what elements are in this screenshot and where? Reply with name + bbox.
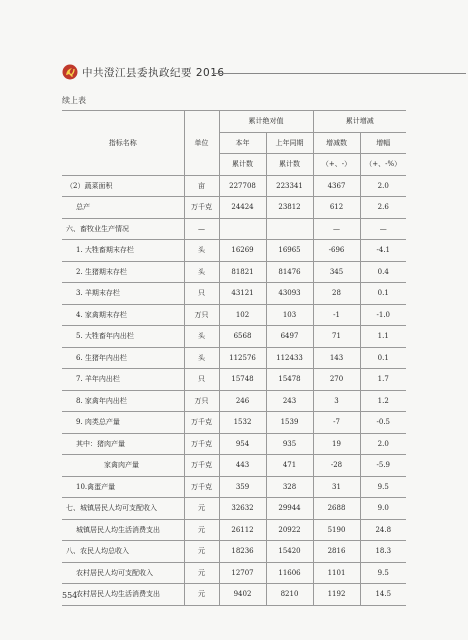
- row-current: 43121: [219, 283, 266, 305]
- header-rule: [212, 73, 466, 74]
- row-rate: 18.3: [360, 541, 406, 563]
- table-row: [62, 541, 406, 563]
- table-row: [62, 498, 406, 520]
- running-header: [62, 64, 406, 82]
- row-current: [219, 218, 266, 240]
- row-prev: 81476: [266, 261, 313, 283]
- table-row: [62, 347, 406, 369]
- row-current: 9402: [219, 584, 266, 606]
- row-current: 102: [219, 304, 266, 326]
- row-prev: 29944: [266, 498, 313, 520]
- col-header-current: 本年: [219, 132, 266, 154]
- row-current: 15748: [219, 369, 266, 391]
- row-prev: 23812: [266, 197, 313, 219]
- continued-label: 续上表: [62, 96, 86, 105]
- table-row: [62, 197, 406, 219]
- row-change: 270: [313, 369, 360, 391]
- header-title: 中共澄江县委执政纪要 2016: [82, 67, 225, 79]
- row-change: 28: [313, 283, 360, 305]
- row-change: 2816: [313, 541, 360, 563]
- row-unit: 元: [184, 498, 219, 520]
- row-rate: 1.1: [360, 326, 406, 348]
- row-name: 9. 肉类总产量: [62, 412, 184, 434]
- row-change: 19: [313, 433, 360, 455]
- row-current: 81821: [219, 261, 266, 283]
- sub-header-prev: 累计数: [266, 154, 313, 176]
- row-prev: 11606: [266, 562, 313, 584]
- row-unit: 元: [184, 584, 219, 606]
- row-change: 1192: [313, 584, 360, 606]
- table-row: [62, 240, 406, 262]
- row-name: 八、农民人均总收入: [62, 541, 184, 563]
- table-row: [62, 584, 406, 606]
- row-unit: 亩: [184, 175, 219, 197]
- row-change: 71: [313, 326, 360, 348]
- row-change: 345: [313, 261, 360, 283]
- row-prev: 6497: [266, 326, 313, 348]
- row-name: 2. 生猪期末存栏: [62, 261, 184, 283]
- row-prev: 328: [266, 476, 313, 498]
- row-change: -28: [313, 455, 360, 477]
- row-prev: 20922: [266, 519, 313, 541]
- table-row: [62, 476, 406, 498]
- row-unit: 万千克: [184, 412, 219, 434]
- table-row: [62, 412, 406, 434]
- page-number: 554: [62, 591, 78, 600]
- row-name: 总产: [62, 197, 184, 219]
- row-rate: 2.0: [360, 175, 406, 197]
- table-row: [62, 519, 406, 541]
- row-change: 3: [313, 390, 360, 412]
- row-name: （2）蔬菜面积: [62, 175, 184, 197]
- row-current: 359: [219, 476, 266, 498]
- row-change: 31: [313, 476, 360, 498]
- row-prev: 1539: [266, 412, 313, 434]
- row-prev: 471: [266, 455, 313, 477]
- row-name: 10.禽蛋产量: [62, 476, 184, 498]
- row-unit: —: [184, 218, 219, 240]
- row-current: 1532: [219, 412, 266, 434]
- row-unit: 万千克: [184, 476, 219, 498]
- row-name: 5. 大牲畜年内出栏: [62, 326, 184, 348]
- table-row: [62, 455, 406, 477]
- row-rate: 9.5: [360, 476, 406, 498]
- group-header-absolute: 累计绝对值: [219, 111, 313, 133]
- row-name: 1. 大牲畜期末存栏: [62, 240, 184, 262]
- row-current: 32632: [219, 498, 266, 520]
- row-change: 2688: [313, 498, 360, 520]
- sub-header-current: 累计数: [219, 154, 266, 176]
- row-prev: 103: [266, 304, 313, 326]
- row-current: 12707: [219, 562, 266, 584]
- row-rate: 24.8: [360, 519, 406, 541]
- row-change: 1101: [313, 562, 360, 584]
- row-current: 227708: [219, 175, 266, 197]
- row-unit: 只: [184, 283, 219, 305]
- row-rate: —: [360, 218, 406, 240]
- row-current: 246: [219, 390, 266, 412]
- row-prev: 243: [266, 390, 313, 412]
- row-prev: 223341: [266, 175, 313, 197]
- row-prev: 112433: [266, 347, 313, 369]
- table-row: [62, 283, 406, 305]
- row-change: 4367: [313, 175, 360, 197]
- row-prev: 935: [266, 433, 313, 455]
- col-header-rate: 增幅: [360, 132, 406, 154]
- row-unit: 万千克: [184, 455, 219, 477]
- group-header-growth: 累计增减: [313, 111, 406, 133]
- table-row: [62, 390, 406, 412]
- row-name: 七、城镇居民人均可支配收入: [62, 498, 184, 520]
- row-change: -696: [313, 240, 360, 262]
- row-unit: 元: [184, 519, 219, 541]
- col-header-unit: 单位: [184, 111, 219, 176]
- table-row: [62, 304, 406, 326]
- row-unit: 万千克: [184, 433, 219, 455]
- row-current: 443: [219, 455, 266, 477]
- row-name: 六、畜牧业生产情况: [62, 218, 184, 240]
- row-rate: 9.5: [360, 562, 406, 584]
- row-current: 954: [219, 433, 266, 455]
- sub-header-rate: （+、-%）: [360, 154, 406, 176]
- row-rate: 1.2: [360, 390, 406, 412]
- row-current: 16269: [219, 240, 266, 262]
- row-prev: [266, 218, 313, 240]
- row-current: 24424: [219, 197, 266, 219]
- row-prev: 16965: [266, 240, 313, 262]
- row-unit: 万千克: [184, 197, 219, 219]
- row-rate: -4.1: [360, 240, 406, 262]
- row-prev: 15478: [266, 369, 313, 391]
- row-rate: 0.4: [360, 261, 406, 283]
- row-rate: 2.6: [360, 197, 406, 219]
- row-change: 143: [313, 347, 360, 369]
- row-name: 7. 羊年内出栏: [62, 369, 184, 391]
- row-change: -7: [313, 412, 360, 434]
- row-change: 5190: [313, 519, 360, 541]
- table-row: [62, 369, 406, 391]
- party-emblem-icon: [62, 64, 78, 80]
- row-rate: -0.5: [360, 412, 406, 434]
- row-rate: 14.5: [360, 584, 406, 606]
- table-row: [62, 433, 406, 455]
- col-header-change: 增减数: [313, 132, 360, 154]
- row-unit: 万只: [184, 390, 219, 412]
- row-unit: 元: [184, 541, 219, 563]
- row-rate: 0.1: [360, 347, 406, 369]
- table-row: [62, 218, 406, 240]
- table-row: [62, 326, 406, 348]
- row-change: 612: [313, 197, 360, 219]
- row-name: 4. 家禽期末存栏: [62, 304, 184, 326]
- row-change: -1: [313, 304, 360, 326]
- sub-header-change: （+、-）: [313, 154, 360, 176]
- row-name: 农村居民人均可支配收入: [62, 562, 184, 584]
- row-rate: 1.7: [360, 369, 406, 391]
- row-unit: 头: [184, 347, 219, 369]
- col-header-name: 指标名称: [62, 111, 184, 176]
- row-name: 农村居民人均生活消费支出: [62, 584, 184, 606]
- row-rate: -1.0: [360, 304, 406, 326]
- row-unit: 头: [184, 326, 219, 348]
- row-prev: 43093: [266, 283, 313, 305]
- row-name: 3. 羊期末存栏: [62, 283, 184, 305]
- row-unit: 头: [184, 240, 219, 262]
- row-unit: 头: [184, 261, 219, 283]
- row-current: 6568: [219, 326, 266, 348]
- statistics-table: [62, 110, 406, 606]
- row-name: 家禽肉产量: [62, 455, 184, 477]
- table-row: [62, 175, 406, 197]
- table-row: [62, 261, 406, 283]
- col-header-prev: 上年同期: [266, 132, 313, 154]
- row-current: 26112: [219, 519, 266, 541]
- row-rate: 0.1: [360, 283, 406, 305]
- row-name: 城镇居民人均生活消费支出: [62, 519, 184, 541]
- row-unit: 只: [184, 369, 219, 391]
- row-name: 8. 家禽年内出栏: [62, 390, 184, 412]
- row-rate: 9.0: [360, 498, 406, 520]
- row-name: 6. 生猪年内出栏: [62, 347, 184, 369]
- row-current: 18236: [219, 541, 266, 563]
- row-prev: 15420: [266, 541, 313, 563]
- row-prev: 8210: [266, 584, 313, 606]
- row-unit: 元: [184, 562, 219, 584]
- row-name: 其中：猪肉产量: [62, 433, 184, 455]
- row-rate: -5.9: [360, 455, 406, 477]
- table-row: [62, 562, 406, 584]
- row-current: 112576: [219, 347, 266, 369]
- row-change: —: [313, 218, 360, 240]
- row-unit: 万只: [184, 304, 219, 326]
- row-rate: 2.0: [360, 433, 406, 455]
